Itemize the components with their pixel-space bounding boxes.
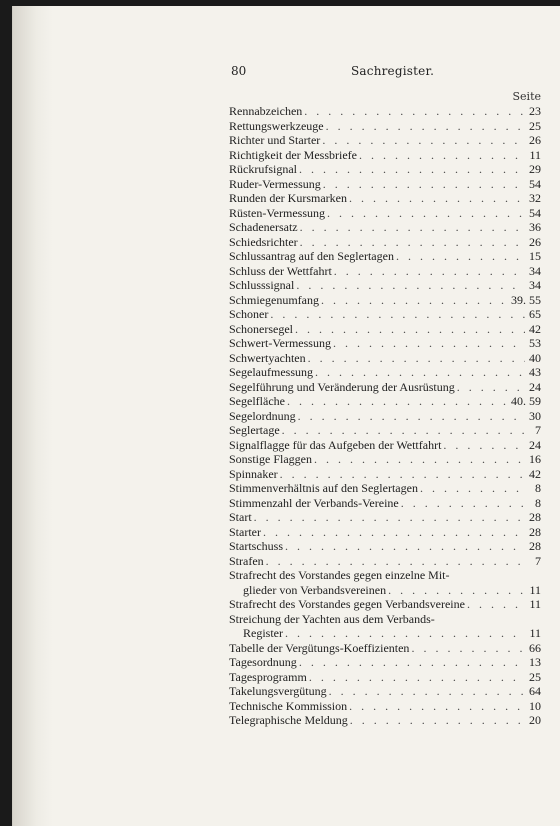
leader-dots	[401, 496, 525, 511]
index-term-row	[229, 626, 541, 641]
index-entry	[229, 293, 541, 308]
index-term: Schlussantrag auf den Seglertagen	[229, 249, 394, 263]
index-term: Segelordnung	[229, 408, 296, 423]
index-page-ref: 26	[529, 133, 541, 147]
index-term-row	[229, 583, 541, 598]
index-term-line2: glieder von Verbandsvereinen	[243, 582, 387, 597]
leader-dots	[285, 539, 525, 554]
index-page-ref: 54	[529, 205, 541, 220]
leader-dots	[298, 409, 525, 424]
index-page-ref: 43	[529, 365, 541, 379]
index-term: Schluss der Wettfahrt	[229, 263, 332, 278]
index-term: Segelführung und Veränderung der Ausrüstung	[229, 379, 455, 394]
index-page-ref: 20	[529, 713, 541, 727]
leader-dots	[327, 206, 525, 221]
index-page-ref: 29	[529, 162, 541, 176]
index-term: Rennabzeichen	[229, 104, 303, 118]
index-page-ref: 25	[529, 118, 541, 133]
index-page-ref: 28	[529, 510, 541, 524]
index-page-ref: 11	[529, 626, 541, 640]
index-entry	[229, 394, 541, 409]
index-term: Schwertyachten	[229, 350, 306, 365]
page-column-header: Seite	[512, 90, 541, 103]
subject-index	[229, 104, 541, 728]
index-term: Schadenersatz	[229, 220, 298, 234]
index-entry	[229, 452, 541, 467]
index-page-ref: 40	[529, 350, 541, 365]
index-page-ref: 34	[529, 278, 541, 292]
index-entry	[229, 307, 541, 322]
index-term: Stimmenzahl der Verbands-Vereine	[229, 495, 399, 510]
index-term: Schonersegel	[229, 321, 293, 336]
leader-dots	[333, 336, 525, 351]
index-page-ref: 10	[529, 698, 541, 713]
index-entry	[229, 467, 541, 482]
index-page-ref: 7	[535, 553, 541, 568]
index-page-ref: 11	[529, 147, 541, 162]
index-term: Startschuss	[229, 539, 283, 553]
index-page-ref: 54	[529, 176, 541, 191]
leader-dots	[349, 699, 525, 714]
index-entry	[229, 409, 541, 424]
index-entry	[229, 133, 541, 148]
index-page-ref: 32	[529, 191, 541, 205]
index-entry	[229, 191, 541, 206]
index-term: Stimmenverhältnis auf den Seglertagen	[229, 481, 418, 495]
leader-dots	[349, 191, 525, 206]
index-term: Tabelle der Vergütungs-Koeffizienten	[229, 640, 410, 655]
index-entry	[229, 655, 541, 670]
index-entry	[229, 336, 541, 351]
page-number: 80	[231, 64, 247, 78]
leader-dots	[300, 220, 525, 235]
leader-dots	[299, 655, 525, 670]
leader-dots	[457, 380, 525, 395]
index-page-ref: 39. 55	[511, 292, 541, 307]
index-entry	[229, 380, 541, 395]
index-page-ref: 16	[529, 452, 541, 466]
index-term: Sonstige Flaggen	[229, 452, 312, 466]
index-page-ref: 7	[535, 423, 541, 437]
index-page-ref: 28	[529, 539, 541, 553]
index-entry	[229, 220, 541, 235]
index-entry	[229, 423, 541, 438]
index-page-ref: 24	[529, 437, 541, 452]
index-entry	[229, 684, 541, 699]
leader-dots	[280, 467, 525, 482]
index-page-ref: 11	[529, 597, 541, 611]
index-entry	[229, 670, 541, 685]
index-term: Schoner	[229, 307, 269, 321]
index-entry	[229, 496, 541, 511]
index-term: Rüsten-Vermessung	[229, 205, 325, 220]
index-page-ref: 8	[535, 481, 541, 495]
index-entry	[229, 510, 541, 525]
index-entry	[229, 351, 541, 366]
index-entry	[229, 104, 541, 119]
leader-dots	[299, 162, 525, 177]
leader-dots	[282, 423, 525, 438]
index-entry	[229, 206, 541, 221]
index-entry	[229, 554, 541, 569]
index-term: Schwert-Vermessung	[229, 336, 331, 350]
index-entry	[229, 481, 541, 496]
index-entry	[229, 162, 541, 177]
index-term: Segelaufmessung	[229, 365, 313, 379]
index-term-line1: Streichung der Yachten aus dem Verbands-	[229, 611, 435, 626]
index-page-ref: 66	[529, 640, 541, 655]
leader-dots	[411, 641, 525, 656]
leader-dots	[334, 264, 525, 279]
index-entry	[229, 249, 541, 264]
index-page-ref: 11	[529, 582, 541, 597]
index-entry	[229, 264, 541, 279]
index-term: Technische Kommission	[229, 698, 348, 713]
index-term: Schmiegenumfang	[229, 292, 319, 307]
index-term-line1: Strafrecht des Vorstandes gegen einzelne Mit-	[229, 568, 450, 582]
index-page-ref: 36	[529, 220, 541, 234]
index-entry	[229, 365, 541, 380]
index-page-ref: 8	[535, 495, 541, 510]
index-term: Runden der Kursmarken	[229, 191, 347, 205]
index-term: Telegraphische Meldung	[229, 713, 348, 727]
leader-dots	[295, 322, 525, 337]
leader-dots	[323, 177, 525, 192]
index-term: Spinnaker	[229, 466, 278, 481]
index-term-line2: Strafrecht des Vorstandes gegen Verbandsvereine	[229, 597, 465, 611]
leader-dots	[285, 626, 525, 641]
leader-dots	[287, 394, 509, 409]
leader-dots	[322, 133, 525, 148]
index-term: Richtigkeit der Messbriefe	[229, 147, 357, 162]
leader-dots	[263, 525, 525, 540]
leader-dots	[396, 249, 525, 264]
leader-dots	[326, 119, 525, 134]
leader-dots	[309, 670, 525, 685]
index-page-ref: 64	[529, 684, 541, 698]
index-page-ref: 26	[529, 234, 541, 249]
index-page-ref: 34	[529, 263, 541, 278]
index-term: Rückrufsignal	[229, 162, 297, 176]
index-term: Start	[229, 510, 252, 524]
index-entry	[229, 525, 541, 540]
index-page-ref: 42	[529, 321, 541, 336]
leader-dots	[296, 278, 525, 293]
index-entry-multiline	[229, 597, 541, 612]
leader-dots	[300, 235, 525, 250]
leader-dots	[266, 554, 525, 569]
leader-dots	[315, 365, 525, 380]
index-term: Ruder-Vermessung	[229, 176, 321, 191]
index-page-ref: 53	[529, 336, 541, 350]
index-term-line2: Register	[243, 626, 283, 640]
index-entry	[229, 699, 541, 714]
index-page-ref: 28	[529, 524, 541, 539]
leader-dots	[388, 583, 525, 598]
index-entry	[229, 438, 541, 453]
index-term-row	[229, 597, 541, 612]
book-page	[12, 6, 560, 826]
page-gutter	[13, 6, 53, 826]
index-entry-multiline	[229, 612, 541, 641]
index-term: Starter	[229, 524, 261, 539]
index-term: Takelungsvergütung	[229, 684, 327, 698]
leader-dots	[270, 307, 525, 322]
index-entry	[229, 278, 541, 293]
index-term: Seglertage	[229, 423, 280, 437]
leader-dots	[443, 438, 525, 453]
leader-dots	[359, 148, 525, 163]
index-page-ref: 42	[529, 466, 541, 481]
index-entry	[229, 539, 541, 554]
index-page-ref: 23	[529, 104, 541, 118]
index-page-ref: 40. 59	[511, 394, 541, 408]
leader-dots	[350, 713, 525, 728]
page-title: Sachregister.	[351, 64, 435, 78]
index-term: Richter und Starter	[229, 133, 321, 147]
index-page-ref: 15	[529, 249, 541, 263]
leader-dots	[314, 452, 525, 467]
index-term: Schlusssignal	[229, 278, 295, 292]
index-page-ref: 13	[529, 655, 541, 669]
index-entry	[229, 119, 541, 134]
index-page-ref: 24	[529, 379, 541, 394]
leader-dots	[308, 351, 525, 366]
index-page-ref: 30	[529, 408, 541, 423]
index-entry	[229, 322, 541, 337]
leader-dots	[329, 684, 525, 699]
index-entry	[229, 641, 541, 656]
leader-dots	[254, 510, 525, 525]
leader-dots	[467, 597, 525, 612]
leader-dots	[321, 293, 509, 308]
index-term: Rettungswerkzeuge	[229, 118, 324, 133]
index-entry	[229, 148, 541, 163]
index-term: Tagesordnung	[229, 655, 297, 669]
index-term: Signalflagge für das Aufgeben der Wettfahrt	[229, 437, 442, 452]
index-term: Tagesprogramm	[229, 669, 307, 684]
index-entry-multiline	[229, 568, 541, 597]
index-entry	[229, 235, 541, 250]
leader-dots	[420, 481, 525, 496]
leader-dots	[304, 104, 525, 119]
index-term: Strafen	[229, 553, 264, 568]
index-page-ref: 65	[529, 307, 541, 321]
index-term: Segelfläche	[229, 394, 285, 408]
index-entry	[229, 177, 541, 192]
index-page-ref: 25	[529, 669, 541, 684]
index-term: Schiedsrichter	[229, 234, 298, 249]
index-entry	[229, 713, 541, 728]
